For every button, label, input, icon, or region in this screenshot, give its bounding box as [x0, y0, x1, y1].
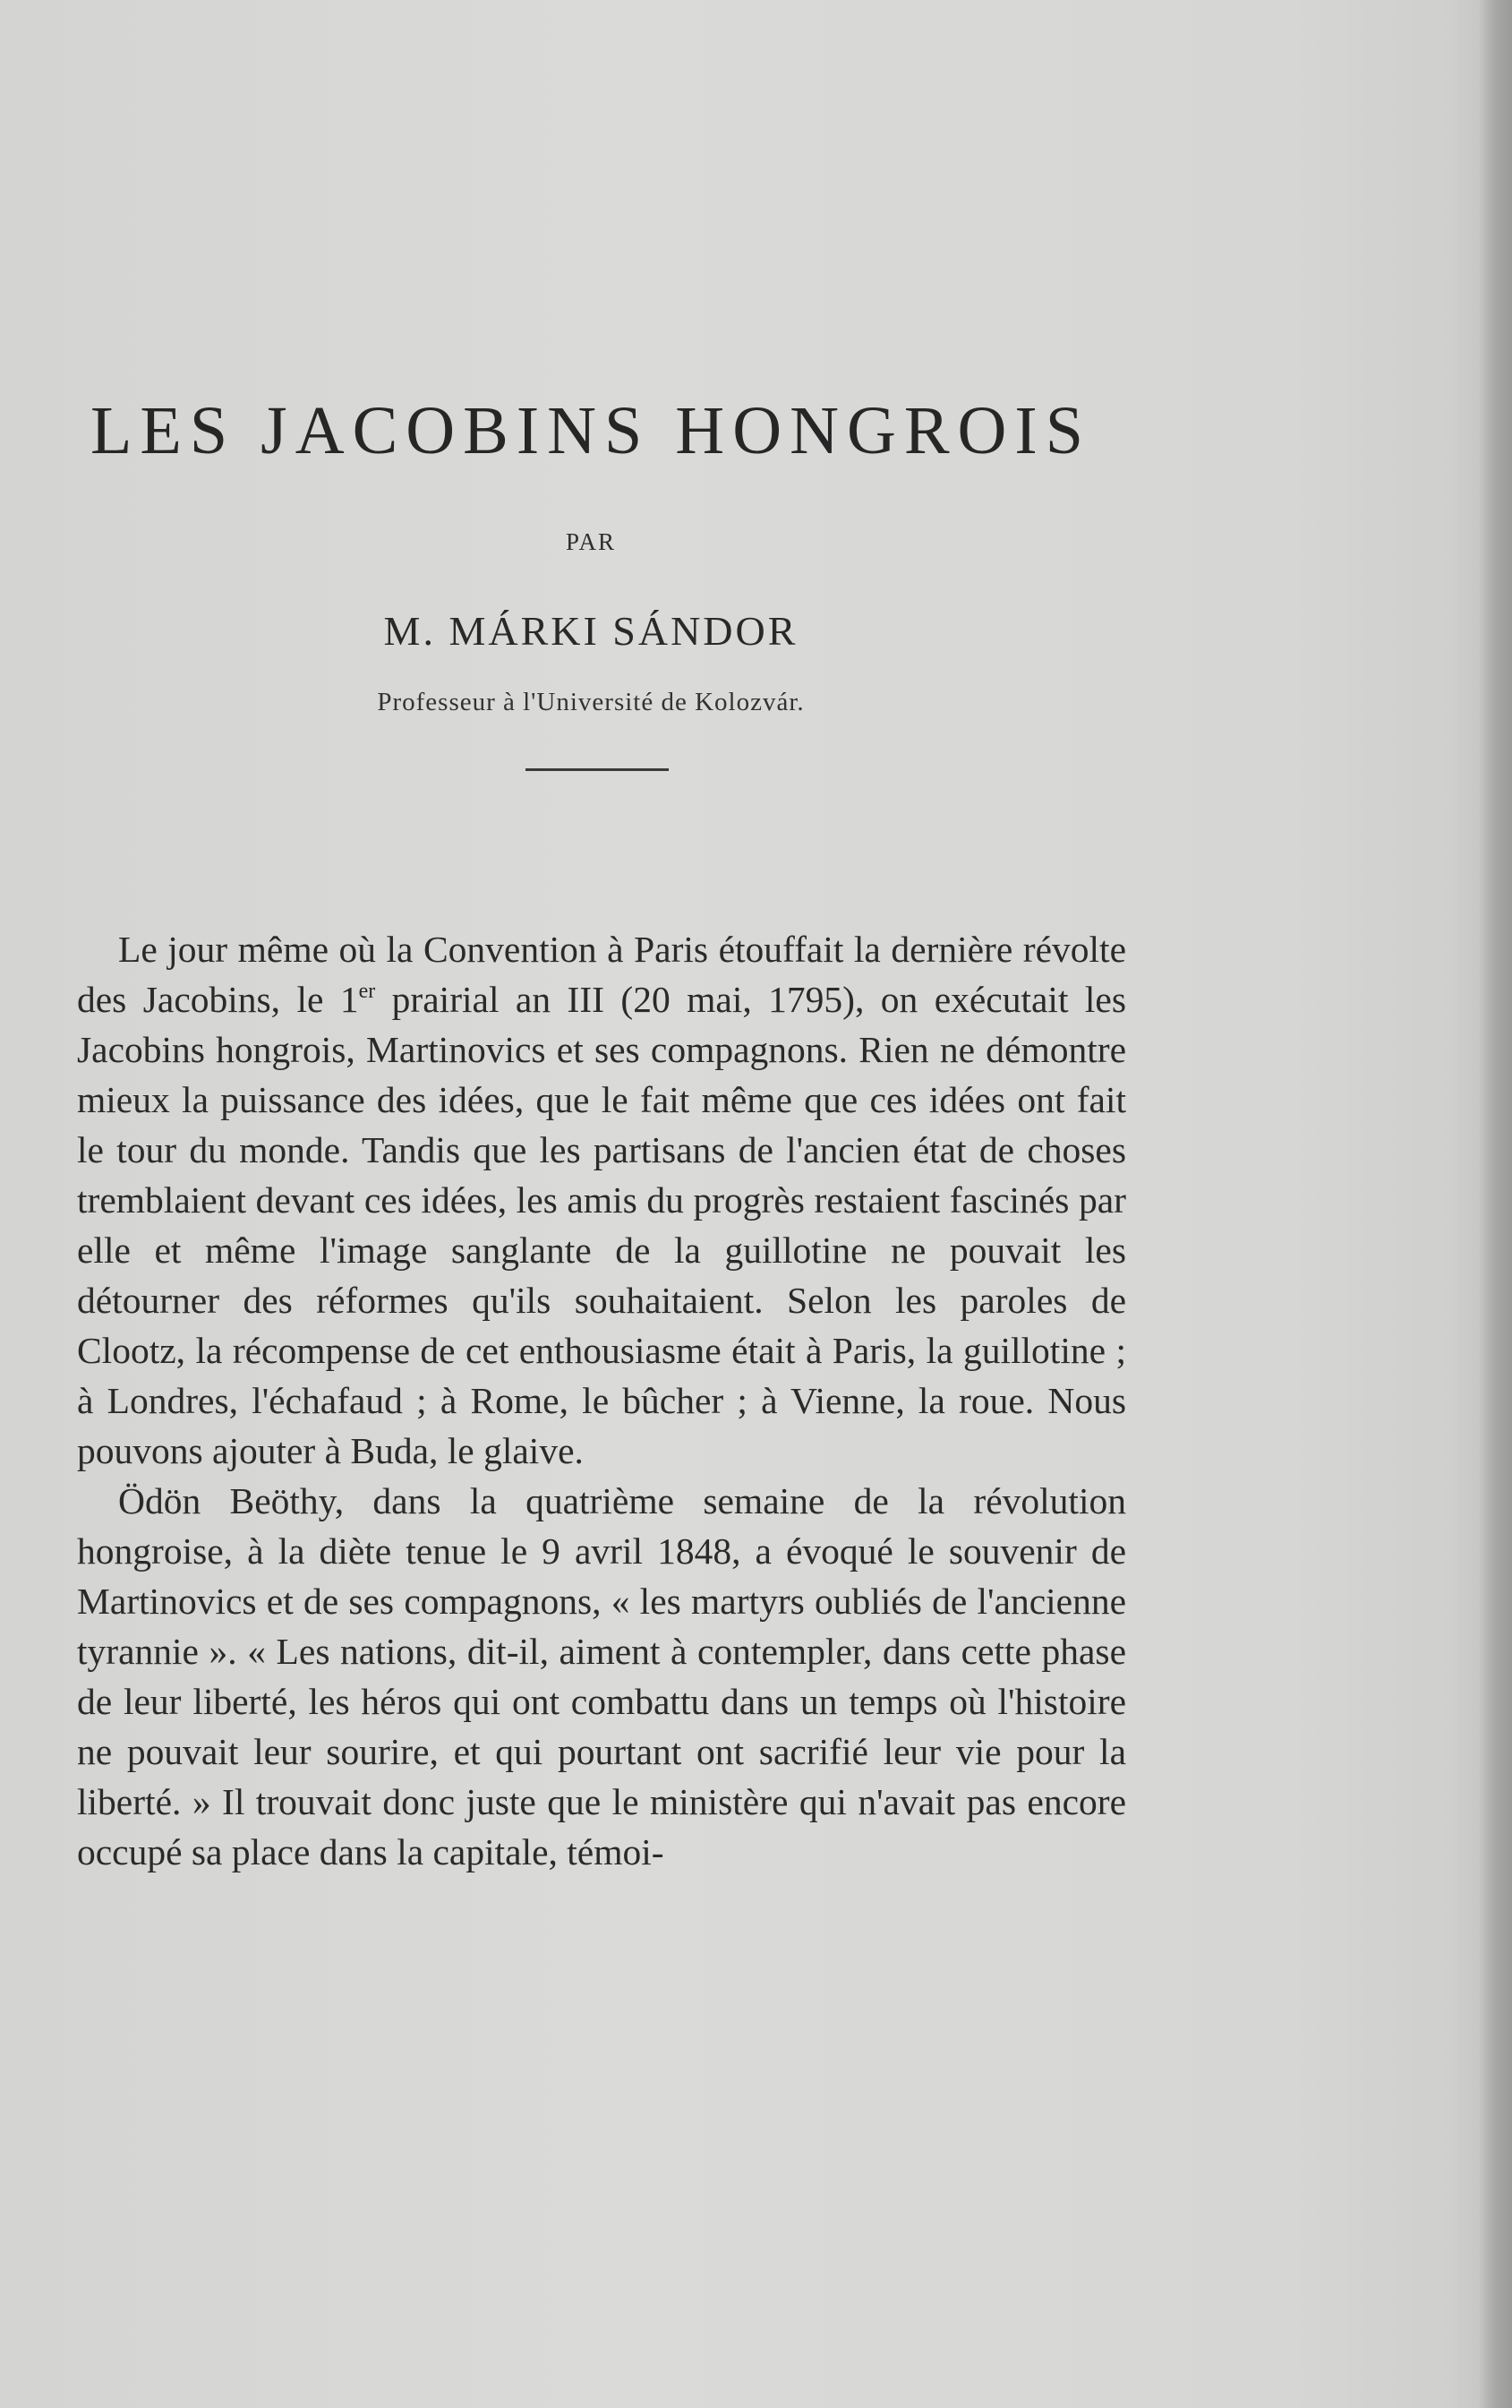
paragraph-1: [77, 924, 1126, 1476]
page-edge-shadow: [1480, 0, 1512, 2408]
article-body: [77, 924, 1126, 1877]
section-divider: [525, 768, 669, 771]
paragraph-2: Ödön Beöthy, dans la quatrième semaine de la révolution hongroise, à la diète tenue le 9 avril 1848, a évoqué le souvenir de Martinovics et de ses compagnons, « les martyrs oubliés de l'ancienne tyrannie ». « Les nations, dit-il, aiment à contempler, dans cette phase de leur liberté, les héros qui ont combattu dans un temps où l'histoire ne pouvait leur sourire, et qui pourtant ont sacrifié leur vie pour la liberté. » Il trouvait donc juste que le ministère qui n'avait pas encore occupé sa place dans la capitale, témoi-: [77, 1480, 1126, 1872]
author-name: M. MÁRKI SÁNDOR: [383, 608, 799, 654]
ordinal-superscript: er: [358, 980, 376, 1003]
paragraph-1-text-b: prairial an III (20 mai, 1795), on exécutait les Jacobins hongrois, Martinovics et ses compagnons. Rien ne démontre mieux la puissance des idées, que le fait même que ces idées ont fait le tour du monde. Tandis que les partisans de l'ancien état de choses tremblaient devant ces idées, les amis du progrès restaient fascinés par elle et même l'image sanglante de la guillotine ne pouvait les détourner des réformes qu'ils souhaitaient. Selon les paroles de Clootz, la récompense de cet enthousiasme était à Paris, la guillotine ; à Londres, l'échafaud ; à Rome, le bûcher ; à Vienne, la roue. Nous pouvons ajouter à Buda, le glaive.: [77, 979, 1126, 1471]
byline-par: PAR: [565, 528, 617, 555]
article-title: LES JACOBINS HONGROIS: [90, 393, 1091, 468]
author-affiliation: Professeur à l'Université de Kolozvár.: [377, 688, 805, 716]
paragraph-1-text-a: Le jour même où la Convention à Paris étouffait la dernière révolte des Jacobins, le 1: [77, 929, 1126, 1020]
